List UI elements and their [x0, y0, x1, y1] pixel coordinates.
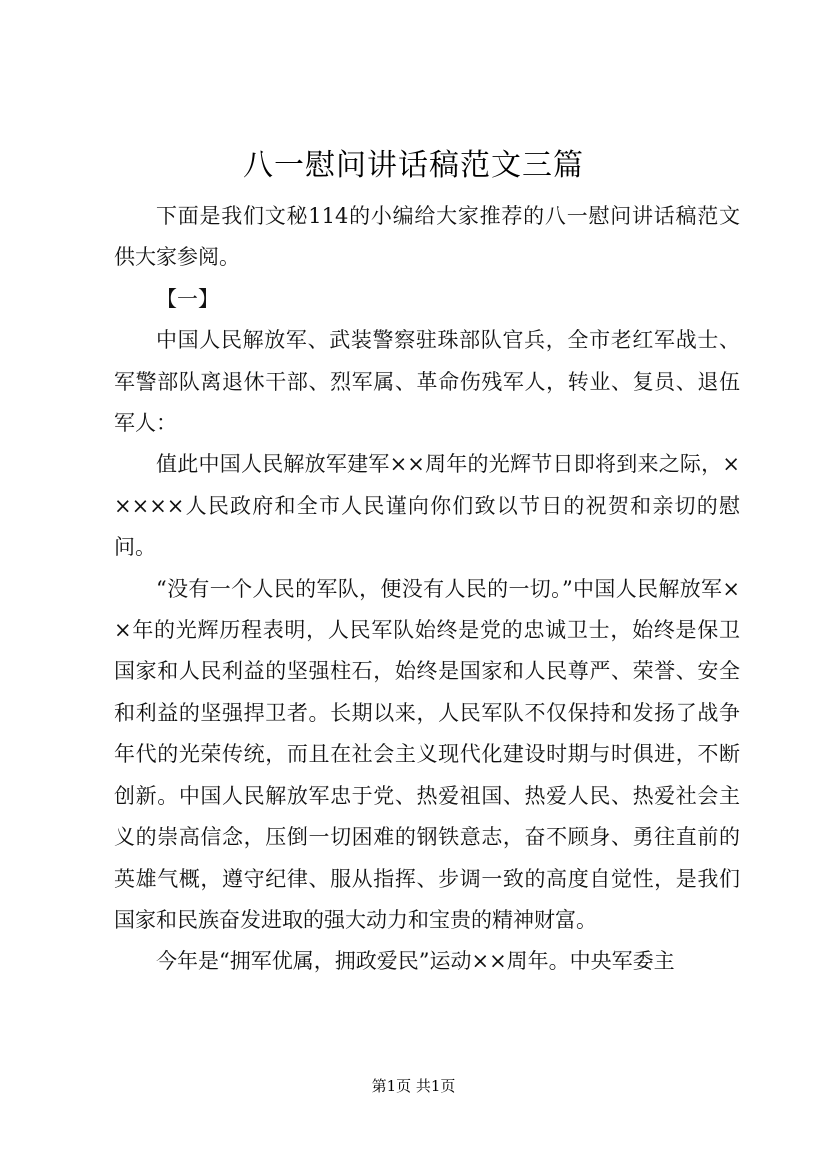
paragraph-intro: 下面是我们文秘114的小编给大家推荐的八一慰问讲话稿范文供大家参阅。	[114, 204, 740, 270]
document-body	[114, 196, 740, 983]
paragraph-continued: 今年是“拥军优属，拥政爱民”运动××周年。中央军委主	[156, 949, 675, 974]
paragraph-salutation: 中国人民解放军、武装警察驻珠部队官兵，全市老红军战士、军警部队离退休干部、烈军属、革命伤残军人，转业、复员、退伍军人：	[114, 328, 740, 436]
document-title: 八一慰问讲话稿范文三篇	[243, 148, 584, 183]
section-marker: 【一】	[156, 286, 219, 311]
page-number: 第1页 共1页	[371, 1077, 456, 1095]
paragraph-greeting: 值此中国人民解放军建军××周年的光辉节日即将到来之际，×××××人民政府和全市人民谨向你们致以节日的祝贺和亲切的慰问。	[114, 452, 740, 560]
paragraph-main: “没有一个人民的军队，便没有人民的一切。”中国人民解放军××年的光辉历程表明，人民军队始终是党的忠诚卫士，始终是保卫国家和人民利益的坚强柱石，始终是国家和人民尊严、荣誉、安全和利益的坚强捍卫者。长期以来，人民军队不仅保持和发扬了战争年代的光荣传统，而且在社会主义现代化建设时期与时俱进，不断创新。中国人民解放军忠于党、热爱祖国、热爱人民、热爱社会主义的崇高信念，压倒一切困难的钢铁意志，奋不顾身、勇往直前的英雄气概，遵守纪律、服从指挥、步调一致的高度自觉性，是我们国家和民族奋发进取的强大动力和宝贵的精神财富。	[114, 576, 740, 932]
